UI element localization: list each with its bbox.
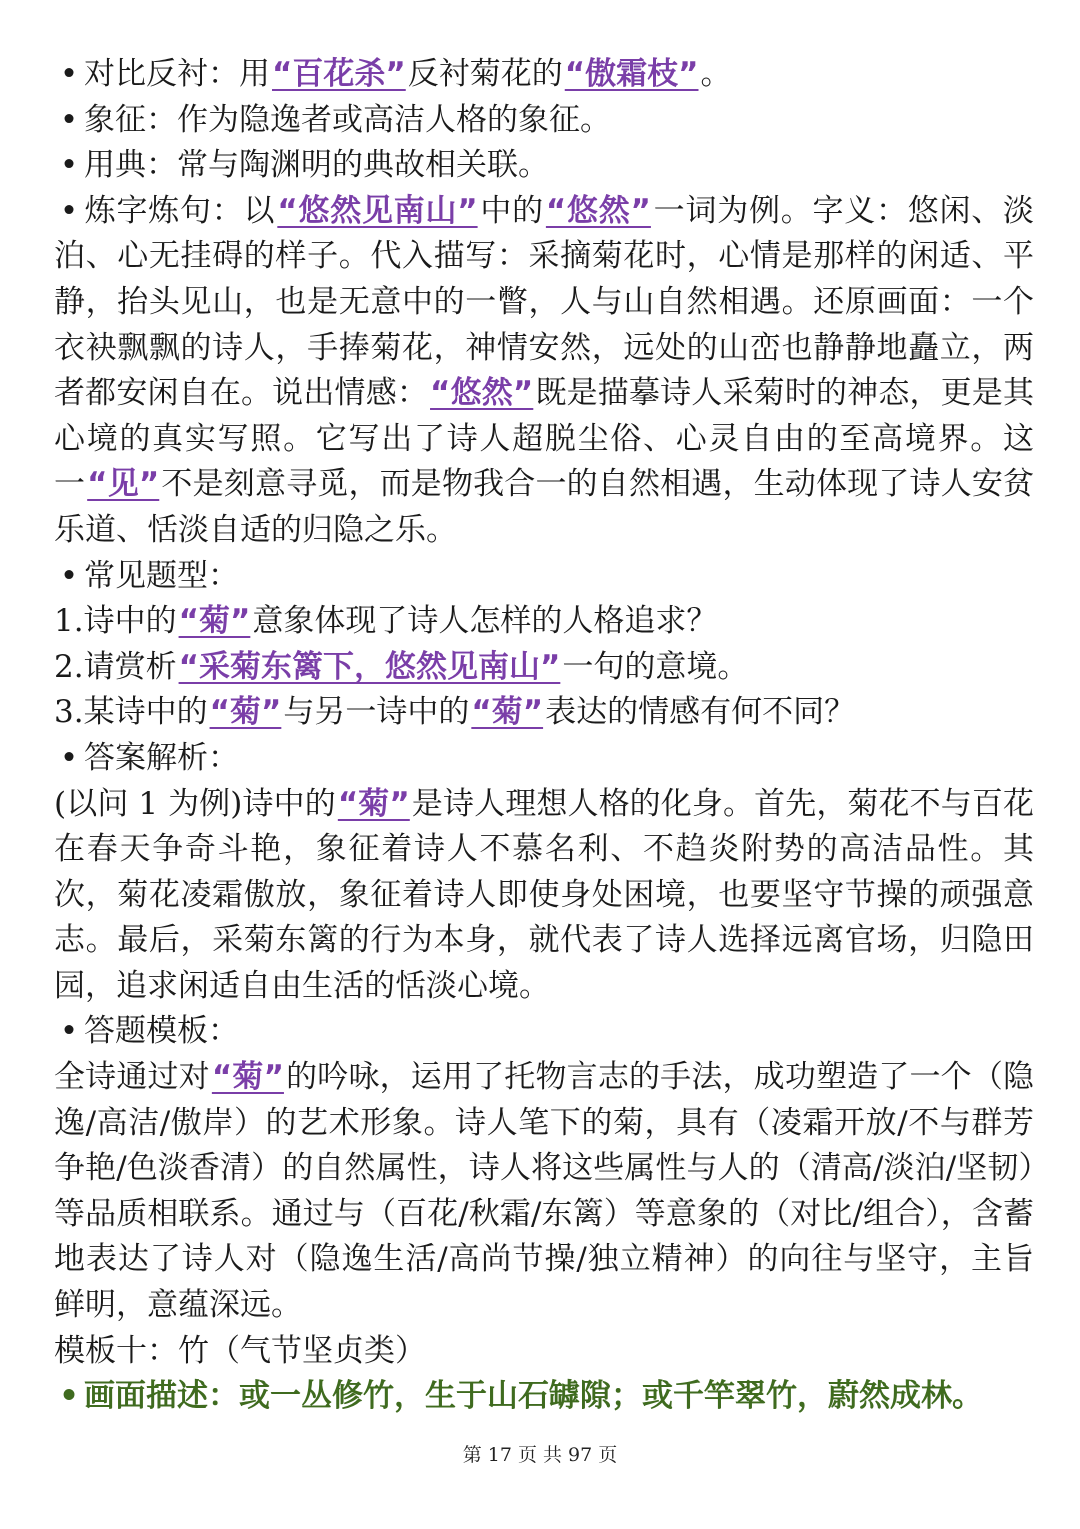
heading-answer-analysis: • 答案解析： — [54, 736, 1034, 782]
highlight-term: “菊” — [211, 1059, 284, 1096]
bullet: • — [59, 101, 79, 138]
page-number: 第 17 页 共 97 页 — [462, 1444, 618, 1466]
highlight-term: “菊” — [337, 785, 410, 822]
question-1: 1.诗中的“菊”意象体现了诗人怎样的人格追求？ — [54, 603, 718, 640]
highlight-term: “见” — [87, 466, 160, 503]
highlight-term: “悠然见南山” — [277, 192, 478, 229]
paragraph-scene-description: • 画面描述：或一丛修竹，生于山石罅隙；或千竿翠竹，蔚然成林。 — [54, 1374, 1034, 1420]
paragraph-contrast: • 对比反衬：用“百花杀”反衬菊花的“傲霜枝”。 — [54, 52, 1034, 98]
highlight-term: “菊” — [178, 603, 251, 640]
bullet: • — [59, 1013, 79, 1050]
paragraph-allusion: • 用典：常与陶渊明的典故相关联。 — [54, 143, 1034, 189]
highlight-term: “傲霜枝” — [564, 56, 699, 92]
paragraph-answer: (以问 1 为例)诗中的“菊”是诗人理想人格的化身。首先，菊花不与百花在春天争奇斗艳，象征着诗人不慕名利、不趋炎附势的高洁品性。其次，菊花凌霜傲放，象征着诗人即使身处困境，也要坚守节操的顽强意志。最后，采菊东篱的行为本身，就代表了诗人选择远离官场，归隐田园，追求闲适自由生活的恬淡心境。 — [54, 785, 1034, 1004]
question-3: 3.某诗中的“菊”与另一诗中的“菊”表达的情感有何不同？ — [54, 694, 856, 731]
highlight-term: “悠然” — [545, 192, 651, 229]
bullet: • — [59, 56, 79, 92]
highlight-term: “菊” — [209, 694, 282, 731]
question-2: 2.请赏析“采菊东篱下，悠然见南山”一句的意境。 — [54, 648, 749, 685]
bullet: • — [59, 1378, 79, 1415]
bullet: • — [59, 147, 79, 184]
paragraph-template: 全诗通过对“菊”的吟咏，运用了托物言志的手法，成功塑造了一个（隐逸/高洁/傲岸）的艺术形象。诗人笔下的菊，具有（凌霜开放/不与群芳争艳/色淡香清）的自然属性，诗人将这些属性与人的（清高/淡泊/坚韧）等品质相联系。通过与（百花/秋霜/东篱）等意象的（对比/组合），含蓄地表达了诗人对（隐逸生活/高尚节操/独立精神）的向往与坚守，主旨鲜明，意蕴深远。 — [54, 1059, 1035, 1324]
heading-answer-template: • 答题模板： — [54, 1009, 1034, 1055]
heading-question-types: • 常见题型： — [54, 554, 1034, 600]
document-body — [54, 52, 1034, 1420]
highlight-term: “悠然” — [430, 375, 534, 412]
highlight-term: “菊” — [471, 694, 544, 731]
paragraph-symbol: • 象征：作为隐逸者或高洁人格的象征。 — [54, 98, 1034, 144]
section-title: 模板十：竹（气节坚贞类） — [54, 1332, 426, 1369]
paragraph-wording: • 炼字炼句：以“悠然见南山”中的“悠然”一词为例。字义：悠闲、淡泊、心无挂碍的样子。代入描写：采摘菊花时，心情是那样的闲适、平静，抬头见山，也是无意中的一瞥，人与山自然相遇。还原画面：一个衣袂飘飘的诗人，手捧菊花，神情安然，远处的山峦也静静地矗立，两者都安闲自在。说出情感：“悠然”既是描摹诗人采菊时的神态，更是其心境的真实写照。它写出了诗人超脱尘俗、心灵自由的至高境界。这一“见”不是刻意寻觅，而是物我合一的自然相遇，生动体现了诗人安贫乐道、恬淡自适的归隐之乐。 — [54, 189, 1034, 554]
bullet: • — [59, 739, 79, 776]
bullet: • — [59, 557, 79, 594]
highlight-term: “百花杀” — [272, 56, 406, 92]
bullet: • — [59, 192, 79, 229]
highlight-term: “采菊东篱下，悠然见南山” — [178, 648, 561, 685]
